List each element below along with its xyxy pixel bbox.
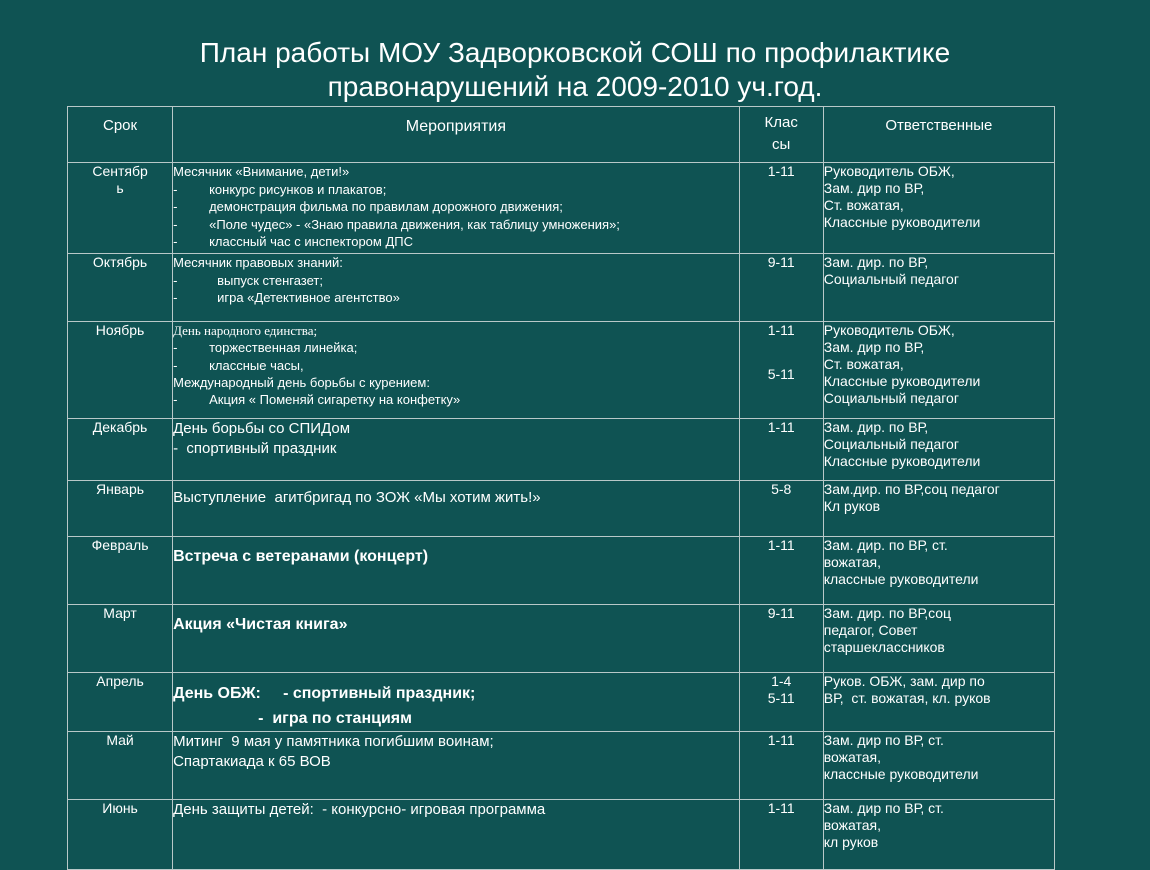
grade-cell: 9-11: [739, 254, 823, 322]
month-cell: Апрель: [68, 673, 173, 732]
grade-cell: 5-8: [739, 481, 823, 537]
responsible-cell: Руков. ОБЖ, зам. дир по ВР, ст. вожатая, кл. руков: [823, 673, 1054, 732]
responsible-cell: Зам. дир по ВР, ст. вожатая, классные руководители: [823, 732, 1054, 800]
responsible-cell: Руководитель ОБЖ, Зам. дир по ВР, Ст. вожатая, Классные руководители Социальный педагог: [823, 322, 1054, 419]
grade-cell: 1-4 5-11: [739, 673, 823, 732]
title-line-1: План работы МОУ Задворковской СОШ по профилактике: [199, 37, 951, 68]
table-row: [68, 481, 1055, 537]
grade-cell: 1-11: [739, 732, 823, 800]
table-row: [68, 254, 1055, 322]
events-cell: День народного единства; - торжественная линейка; - классные часы, Международный день борьбы с курением: - Акция « Поменяй сигаретку на конфетку»: [173, 322, 740, 419]
responsible-cell: Руководитель ОБЖ, Зам. дир по ВР, Ст. вожатая, Классные руководители: [823, 163, 1054, 254]
grade-cell: 1-11 5-11: [739, 322, 823, 419]
table-row: [68, 322, 1055, 419]
month-cell: Ноябрь: [68, 322, 173, 419]
events-cell: Акция «Чистая книга»: [173, 605, 740, 673]
table-row: [68, 537, 1055, 605]
table-row: [68, 419, 1055, 481]
events-cell: Месячник правовых знаний: - выпуск стенгазет; - игра «Детективное агентство»: [173, 254, 740, 322]
plan-table: [67, 106, 1055, 870]
grade-cell: 1-11: [739, 419, 823, 481]
table-row: [68, 605, 1055, 673]
events-cell: День борьбы со СПИДом - спортивный праздник: [173, 419, 740, 481]
header-events: Мероприятия: [173, 107, 740, 163]
events-cell: Встреча с ветеранами (концерт): [173, 537, 740, 605]
page-title: [0, 36, 1150, 104]
responsible-cell: Зам. дир по ВР, ст. вожатая, кл руков: [823, 800, 1054, 870]
grade-cell: 1-11: [739, 163, 823, 254]
table-row: [68, 673, 1055, 732]
responsible-cell: Зам. дир. по ВР,соц педагог, Совет старшеклассников: [823, 605, 1054, 673]
events-cell: День ОБЖ: - спортивный праздник; - игра по станциям: [173, 673, 740, 732]
header-grade: Клас сы: [739, 107, 823, 163]
month-cell: Октябрь: [68, 254, 173, 322]
table-row: [68, 732, 1055, 800]
month-cell: Январь: [68, 481, 173, 537]
events-cell: Выступление агитбригад по ЗОЖ «Мы хотим жить!»: [173, 481, 740, 537]
events-cell: Месячник «Внимание, дети!» - конкурс рисунков и плакатов; - демонстрация фильма по правилам дорожного движения; - «Поле чудес» - «Знаю правила движения, как таблицу умножения»; - классный час с инспектором ДПС: [173, 163, 740, 254]
table-header-row: [68, 107, 1055, 163]
events-cell: День защиты детей: - конкурсно- игровая программа: [173, 800, 740, 870]
grade-cell: 1-11: [739, 800, 823, 870]
events-cell: Митинг 9 мая у памятника погибшим воинам; Спартакиада к 65 ВОВ: [173, 732, 740, 800]
responsible-cell: Зам. дир. по ВР, Социальный педагог Классные руководители: [823, 419, 1054, 481]
grade-cell: 1-11: [739, 537, 823, 605]
grade-cell: 9-11: [739, 605, 823, 673]
table-row: [68, 163, 1055, 254]
month-cell: Июнь: [68, 800, 173, 870]
table-row: [68, 800, 1055, 870]
month-cell: Май: [68, 732, 173, 800]
month-cell: Март: [68, 605, 173, 673]
month-cell: Сентябр ь: [68, 163, 173, 254]
month-cell: Февраль: [68, 537, 173, 605]
responsible-cell: Зам.дир. по ВР,соц педагог Кл руков: [823, 481, 1054, 537]
month-cell: Декабрь: [68, 419, 173, 481]
responsible-cell: Зам. дир. по ВР, Социальный педагог: [823, 254, 1054, 322]
responsible-cell: Зам. дир. по ВР, ст. вожатая, классные руководители: [823, 537, 1054, 605]
title-line-2: правонарушений на 2009-2010 уч.год.: [327, 71, 823, 102]
header-responsible: Ответственные: [823, 107, 1054, 163]
header-term: Срок: [68, 107, 173, 163]
